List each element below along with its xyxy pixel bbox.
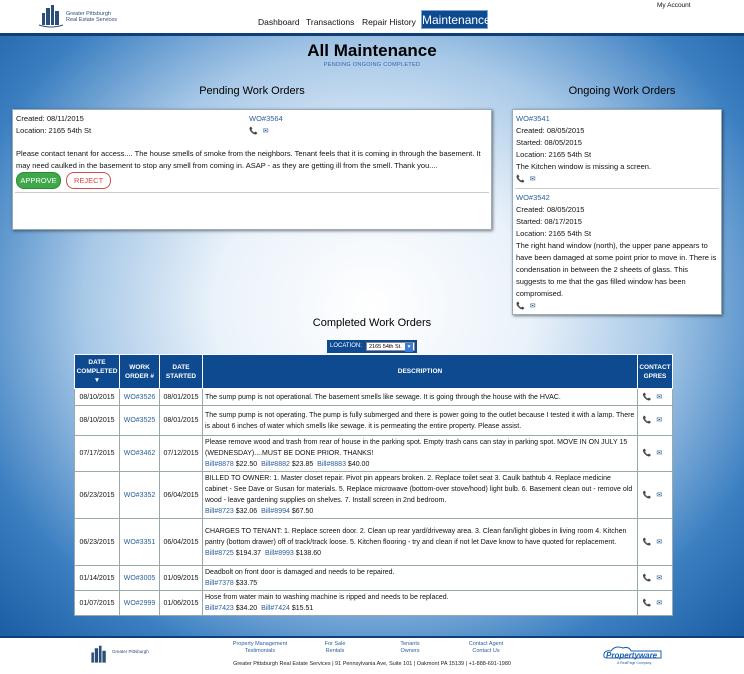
table-row (75, 519, 673, 566)
row-description: Hose from water main to washing machine is ripped and needs to be replaced. (205, 594, 449, 601)
phone-icon[interactable]: 📞 (642, 574, 652, 582)
divider (15, 192, 489, 193)
logo-building-icon (38, 3, 64, 29)
date-started: 08/01/2015 (160, 406, 203, 436)
footer-link-for-sale[interactable]: For Sale (324, 641, 346, 647)
row-description: Please remove wood and trash from rear of house in the parking spot. Empty trash cans can stay in parking spot. MOVE IN ON JULY 15 (WEDNESDAY)....MUST BE DONE PRIOR. THANKS! (205, 439, 628, 457)
pending-description: Please contact tenant for access.... The house smells of smoke from the neighbors. Tenant feels that it is coming in through the basement. It may need caulked in the basement to stop any smell from coming in. ASAP - as they are getting ill from the smell. Thank you.... (16, 149, 481, 170)
row-description: BILLED TO OWNER: 1. Master closet repair. Pivot pin appears broken. 2. Replace toilet seat 3. Caulk bathtub 4. Replace medicine cabinet - See Dave or Susan for materials. 5. Replace microwave (bottom-over stove/hood) light bulb. 6. Basement clean out - remove old wood - leave gardening supplies on shelves. 7. Install screen in 2nd bedroom. (205, 475, 633, 504)
footer-link-contact-us[interactable]: Contact Us (472, 648, 500, 654)
ongoing-created: Created: 08/05/2015 (516, 205, 585, 214)
date-started: 08/01/2015 (160, 389, 203, 406)
table-row (75, 406, 673, 436)
phone-icon[interactable]: 📞 (642, 417, 652, 424)
logo-text-2: Real Estate Services (66, 17, 118, 23)
row-description: The sump pump is not operational. The basement smells like sewage. It is going through the house with the HVAC. (205, 393, 561, 401)
email-icon[interactable]: ✉ (529, 176, 536, 183)
date-completed: 01/07/2015 (75, 591, 120, 616)
bill-link[interactable]: Bill#7378 (205, 580, 234, 587)
bill-link[interactable]: Bill#8725 (205, 549, 234, 557)
bill-link[interactable]: Bill#8878 (205, 461, 234, 468)
my-account-link[interactable]: My Account (657, 2, 691, 9)
bill-amount: $138.60 (295, 549, 322, 557)
phone-icon[interactable]: 📞 (642, 450, 652, 457)
bill-link[interactable]: Bill#8993 (264, 549, 294, 557)
email-icon[interactable]: ✉ (656, 574, 663, 582)
pending-created: Created: 08/11/2015 (16, 114, 84, 123)
location-filter (327, 340, 417, 353)
ongoing-description: The Kitchen window is missing a screen. (516, 162, 652, 171)
divider (515, 188, 719, 189)
date-completed: 06/23/2015 (75, 472, 120, 519)
propertyware-logo[interactable] (603, 645, 663, 667)
email-icon[interactable]: ✉ (656, 450, 663, 457)
bill-amount: $34.20 (235, 605, 258, 612)
table-row (75, 436, 673, 472)
email-icon[interactable]: ✉ (656, 538, 663, 546)
table-row (75, 389, 673, 406)
work-order-link[interactable]: WO#3462 (123, 450, 156, 457)
footer-link-property-management[interactable]: Property Management (232, 641, 288, 647)
ongoing-location: Location: 2165 54th St (516, 150, 592, 159)
chevron-down-icon: ▾ (405, 343, 413, 352)
work-order-link[interactable]: WO#2999 (123, 599, 156, 607)
ongoing-card (512, 109, 722, 315)
col-contact: CONTACT GPRES (638, 355, 673, 389)
ongoing-started: Started: 08/05/2015 (516, 138, 582, 147)
row-description: CHARGES TO TENANT: 1. Replace screen door. 2. Clean up rear yard/driveway area. 3. Clean fan/light globes in living room 4. Kitchen pantry (bottom drawer) off of track/track loose. 5. Kitchen flooring - try and clean if not let Dave know to have quoted for replacement. (205, 527, 627, 546)
approve-button[interactable]: APPROVE (16, 172, 61, 189)
bill-amount: $15.51 (291, 605, 314, 612)
bill-amount: $194.37 (235, 549, 262, 557)
brand-sub: A RealPage Company (617, 661, 652, 665)
date-started: 06/04/2015 (160, 472, 203, 519)
work-order-link[interactable]: WO#3352 (123, 491, 156, 499)
main-content (0, 33, 744, 636)
footer-link-owners[interactable]: Owners (400, 648, 420, 654)
email-icon[interactable]: ✉ (656, 417, 663, 424)
table-row (75, 472, 673, 519)
ongoing-item (516, 113, 718, 186)
phone-icon[interactable]: 📞 (249, 128, 258, 135)
work-order-link[interactable]: WO#3525 (123, 417, 156, 424)
location-select[interactable] (366, 342, 415, 351)
nav-dashboard[interactable]: Dashboard (258, 17, 300, 27)
phone-icon[interactable]: 📞 (642, 599, 652, 607)
date-started: 07/12/2015 (160, 436, 203, 472)
bill-link[interactable]: Bill#7423 (205, 605, 234, 612)
row-description: The sump pump is not operating. The pump is fully submerged and there is power going to the outlet because I tested it with a lamp. There is about 6 inches of water which smells like sewage. it is permeating the entire property. Please assist. (205, 411, 635, 430)
location-select-value: 2165 54th St. (369, 344, 402, 350)
col-work-order[interactable]: WORK ORDER # (120, 355, 160, 389)
bill-amount: $33.75 (235, 580, 258, 587)
footer-logo-text: Greater Pittsburgh (112, 649, 149, 654)
footer-link-tenants[interactable]: Tenants (400, 641, 420, 647)
bill-amount: $23.85 (291, 461, 314, 468)
date-completed: 08/10/2015 (75, 406, 120, 436)
ongoing-wo-link[interactable]: WO#3542 (516, 193, 550, 202)
company-logo[interactable] (38, 3, 128, 31)
date-completed: 08/10/2015 (75, 389, 120, 406)
date-completed: 07/17/2015 (75, 436, 120, 472)
footer-link-testimonials[interactable]: Testimonials (244, 648, 276, 654)
logo-text-1: Greater Pittsburgh (66, 11, 111, 17)
work-order-link[interactable]: WO#3005 (123, 574, 156, 582)
top-bar (0, 0, 744, 33)
footer-link-contact-agent[interactable]: Contact Agent (468, 641, 504, 647)
email-icon[interactable]: ✉ (656, 393, 663, 401)
col-date-started[interactable]: DATE STARTED (160, 355, 203, 389)
ongoing-created: Created: 08/05/2015 (516, 126, 585, 135)
email-icon[interactable]: ✉ (262, 128, 269, 135)
bill-link[interactable]: Bill#8994 (261, 508, 290, 515)
date-completed: 06/23/2015 (75, 519, 120, 566)
work-order-link[interactable]: WO#3526 (123, 393, 156, 401)
ongoing-heading: Ongoing Work Orders (568, 85, 676, 97)
pending-card (12, 109, 492, 230)
bill-link[interactable]: Bill#8882 (261, 461, 290, 468)
footer (0, 636, 744, 674)
email-icon[interactable]: ✉ (656, 599, 663, 607)
table-row (75, 591, 673, 616)
pending-heading: Pending Work Orders (199, 85, 305, 97)
nav-maintenance[interactable]: Maintenance (421, 10, 488, 29)
col-description[interactable]: DESCRIPTION (203, 355, 638, 389)
ongoing-started: Started: 08/17/2015 (516, 217, 582, 226)
col-date-completed[interactable]: DATE COMPLETED ▼ (75, 355, 120, 389)
date-completed: 01/14/2015 (75, 566, 120, 591)
page-title: All Maintenance (307, 41, 437, 60)
phone-icon[interactable]: 📞 (642, 393, 652, 401)
nav-repair-history[interactable]: Repair History (362, 17, 416, 27)
bill-amount: $32.06 (235, 508, 258, 515)
pending-wo-link[interactable]: WO#3564 (249, 114, 283, 123)
table-row (75, 566, 673, 591)
ongoing-item (516, 192, 718, 313)
date-started: 01/06/2015 (160, 591, 203, 616)
phone-icon[interactable]: 📞 (642, 538, 652, 546)
completed-table (74, 354, 673, 616)
location-label: LOCATION: (330, 343, 362, 349)
phone-icon[interactable]: 📞 (642, 491, 652, 499)
bill-amount: $22.50 (235, 461, 258, 468)
bill-amount: $67.50 (291, 508, 314, 515)
reject-button[interactable]: REJECT (66, 172, 111, 189)
ongoing-description: The right hand window (north), the upper pane appears to have been damaged at some point prior to move in. There is condensation in between the 2 sheets of glass. This suggests to me that the gas filled window has been compromised. (516, 241, 717, 298)
footer-address: Greater Pittsburgh Real Estate Services | 91 Pennsylvania Ave, Suite 101 | Oakmont PA 15139 | +1-888-691-1980 (233, 661, 511, 667)
footer-link-rentals[interactable]: Rentals (325, 648, 345, 654)
bill-link[interactable]: Bill#8883 (317, 461, 346, 468)
ongoing-wo-link[interactable]: WO#3541 (516, 114, 550, 123)
email-icon[interactable]: ✉ (529, 303, 536, 310)
bill-link[interactable]: Bill#7424 (261, 605, 290, 612)
brand-name: Propertyware (606, 651, 658, 660)
status-filter-links[interactable]: PENDING ONGOING COMPLETED (323, 62, 421, 68)
row-description: Deadbolt on front door is damaged and needs to be repaired. (205, 569, 395, 576)
bill-link[interactable]: Bill#8723 (205, 508, 234, 515)
phone-icon[interactable]: 📞 (516, 303, 525, 310)
pending-location: Location: 2165 54th St (16, 126, 92, 135)
work-order-link[interactable]: WO#3351 (123, 538, 156, 546)
email-icon[interactable]: ✉ (656, 491, 663, 499)
completed-heading: Completed Work Orders (312, 317, 432, 329)
nav-transactions[interactable]: Transactions (306, 17, 355, 27)
phone-icon[interactable]: 📞 (516, 176, 525, 183)
date-started: 06/04/2015 (160, 519, 203, 566)
bill-amount: $40.00 (347, 461, 370, 468)
date-started: 01/09/2015 (160, 566, 203, 591)
ongoing-location: Location: 2165 54th St (516, 229, 592, 238)
